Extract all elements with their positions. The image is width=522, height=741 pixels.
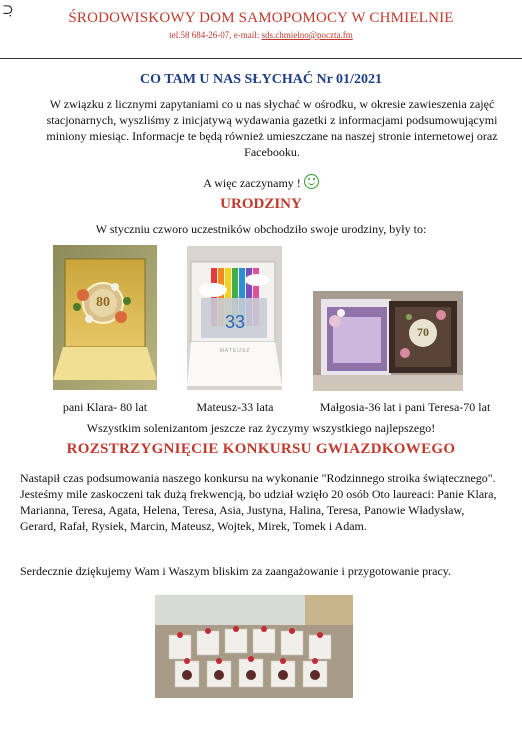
birthday-caption-klara: pani Klara- 80 lat — [62, 400, 148, 414]
organization-name: ŚRODOWISKOWY DOM SAMOPOMOCY W CHMIELNIE — [68, 10, 454, 26]
birthday-card-photo-klara — [53, 245, 157, 390]
birthday-card-photo-malgosia-teresa — [313, 291, 463, 391]
intro-paragraph: W związku z licznymi zapytaniami co u nas słychać w ośrodku, w okresie zawieszenia zajęć stacjonarnych, wyszliśmy z inicjatywą wydawania gazetki z informacjami podsumowującymi miniony miesiąc. Informacje te będą również umieszczane na naszej stronie internetowej oraz Facebooku. — [46, 97, 498, 159]
document-corner-icon: ⊃̣ — [2, 3, 14, 18]
start-line — [0, 174, 522, 191]
contest-paragraph: Nastapił czas podsumowania naszego konkursu na wykonanie "Rodzinnego stroika świątecznego". Jesteśmy mile zaskoczeni tak dużą frekwencją, bo udział wzięło 20 osób Oto laureaci: Panie Klara, Marianna, Teresa, Agata, Helena, Teresa, Asia, Justyna, Halina, Teresa, Panowie Władysław, Gerard, Rafał, Rysiek, Marcin, Mateusz, Wojtek, Mirek, Tomek i Adam. — [20, 471, 497, 533]
birthday-intro: W styczniu czworo uczestników obchodziło swoje urodziny, były to: — [95, 222, 427, 236]
contest-entries-photo — [155, 595, 353, 698]
smiley-icon — [304, 174, 319, 189]
birthday-heading: URODZINY — [220, 196, 302, 212]
contest-heading: ROZSTRZYGNIĘCIE KONKURSU GWIAZDKOWEGO — [66, 441, 456, 457]
contact-line — [0, 30, 522, 40]
contact-phone: tel.58 684-26-07, e-mail: — [169, 30, 262, 40]
card-number-80: 80 — [96, 295, 110, 310]
header-divider — [0, 58, 522, 59]
card-number-70: 70 — [417, 325, 429, 339]
card-name-mateusz: MATEUSZ — [219, 348, 251, 354]
contact-email-link[interactable]: sds.chmielno@poczta.fm — [261, 30, 353, 40]
contest-thanks: Serdecznie dziękujemy Wam i Waszym bliskim za zaangażowanie i przygotowanie pracy. — [20, 564, 452, 578]
birthday-card-photo-mateusz — [187, 246, 282, 390]
newsletter-title: CO TAM U NAS SŁYCHAĆ Nr 01/2021 — [140, 72, 382, 87]
birthday-wishes: Wszystkim solenizantom jeszcze raz życzymy wszystkiego najlepszego! — [86, 421, 436, 435]
birthday-caption-malgosia-teresa: Małgosia-36 lat i pani Teresa-70 lat — [319, 400, 491, 414]
birthday-caption-mateusz: Mateusz-33 lata — [196, 400, 274, 414]
start-text: A więc zaczynamy ! — [203, 176, 301, 190]
card-number-33: 33 — [224, 312, 246, 332]
